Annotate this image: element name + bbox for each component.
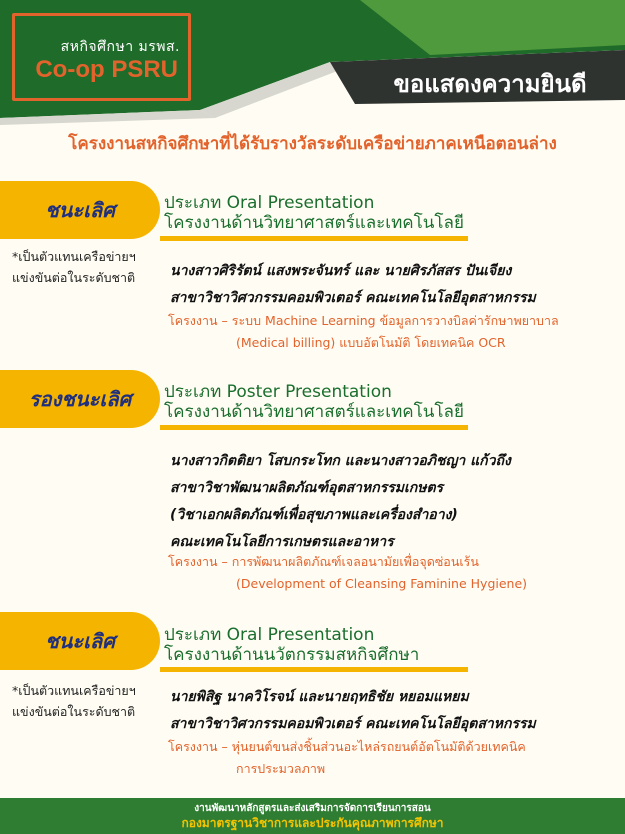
project-line: การประมวลภาพ [236, 761, 326, 776]
award-underline [160, 667, 468, 672]
winner-line: นายพิสิฐ นาควิโรจน์ และนายฤทธิชัย หยอมแหยม [170, 689, 469, 705]
winner-info [170, 684, 536, 738]
award-field: โครงงานด้านนวัตกรรมสหกิจศึกษา [164, 645, 420, 665]
project-line: (Medical billing) แบบอัตโนมัติ โดยเทคนิค OCR [236, 335, 506, 350]
award-rank-badge: ชนะเลิศ [0, 181, 160, 239]
coop-logo [12, 13, 191, 101]
award-rank-badge: ชนะเลิศ [0, 612, 160, 670]
winner-line: สาขาวิชาพัฒนาผลิตภัณฑ์อุตสาหกรรมเกษตร [170, 480, 444, 496]
award-rank-badge: รองชนะเลิศ [0, 370, 160, 428]
note-line: *เป็นตัวแทนเครือข่ายฯ [12, 249, 136, 264]
logo-thai-text: สหกิจศึกษา มรพส. [60, 39, 180, 55]
project-line: โครงงาน – การพัฒนาผลิตภัณฑ์เจลอนามัยเพื่อจุดซ่อนเร้น [168, 554, 479, 569]
award-field: โครงงานด้านวิทยาศาสตร์และเทคโนโลยี [164, 213, 464, 233]
footer-division: กองมาตรฐานวิชาการและประกันคุณภาพการศึกษา [181, 816, 444, 830]
project-info [168, 310, 559, 354]
congrats-banner: ขอแสดงความยินดี [393, 70, 587, 98]
header [0, 0, 625, 125]
footer-department: งานพัฒนาหลักสูตรและส่งเสริมการจัดการเรียนการสอน [194, 803, 431, 814]
winner-info [170, 258, 536, 312]
winner-line: นางสาวกิตติยา โสบกระโทก และนางสาวอภิชญา แก้วถึง [170, 453, 511, 469]
project-line: (Development of Cleansing Faminine Hygiene) [236, 576, 528, 591]
note-line: *เป็นตัวแทนเครือข่ายฯ [12, 683, 136, 698]
note-line: แข่งขันต่อในระดับชาติ [12, 704, 136, 719]
award-underline [160, 425, 468, 430]
award-type: ประเภท Poster Presentation [164, 382, 392, 402]
logo-english-text: Co-op PSRU [35, 56, 178, 83]
project-info [168, 551, 527, 595]
note-line: แข่งขันต่อในระดับชาติ [12, 270, 136, 285]
winner-line: นางสาวศิริรัตน์ แสงพระจันทร์ และ นายศิรภัสสร ปันเจียง [170, 263, 512, 279]
award-type: ประเภท Oral Presentation [164, 193, 375, 213]
award-type: ประเภท Oral Presentation [164, 625, 375, 645]
winner-line: สาขาวิชาวิศวกรรมคอมพิวเตอร์ คณะเทคโนโลยีอุตสาหกรรม [170, 716, 536, 732]
award-underline [160, 236, 468, 241]
page-headline: โครงงานสหกิจศึกษาที่ได้รับรางวัลระดับเครือข่ายภาคเหนือตอนล่าง [68, 134, 557, 154]
winner-info [170, 448, 511, 556]
award-note [12, 246, 147, 288]
project-line: โครงงาน – หุ่นยนต์ขนส่งชิ้นส่วนอะไหล่รถยนต์อัตโนมัติด้วยเทคนิค [168, 739, 526, 754]
award-note [12, 680, 147, 722]
footer [0, 798, 625, 834]
winner-line: (วิชาเอกผลิตภัณฑ์เพื่อสุขภาพและเครื่องสำอาง) [170, 507, 458, 523]
award-field: โครงงานด้านวิทยาศาสตร์และเทคโนโลยี [164, 402, 464, 422]
project-info [168, 736, 526, 780]
winner-line: สาขาวิชาวิศวกรรมคอมพิวเตอร์ คณะเทคโนโลยีอุตสาหกรรม [170, 290, 536, 306]
winner-line: คณะเทคโนโลยีการเกษตรและอาหาร [170, 534, 394, 550]
project-line: โครงงาน – ระบบ Machine Learning ข้อมูลการวางบิลค่ารักษาพยาบาล [168, 313, 559, 328]
